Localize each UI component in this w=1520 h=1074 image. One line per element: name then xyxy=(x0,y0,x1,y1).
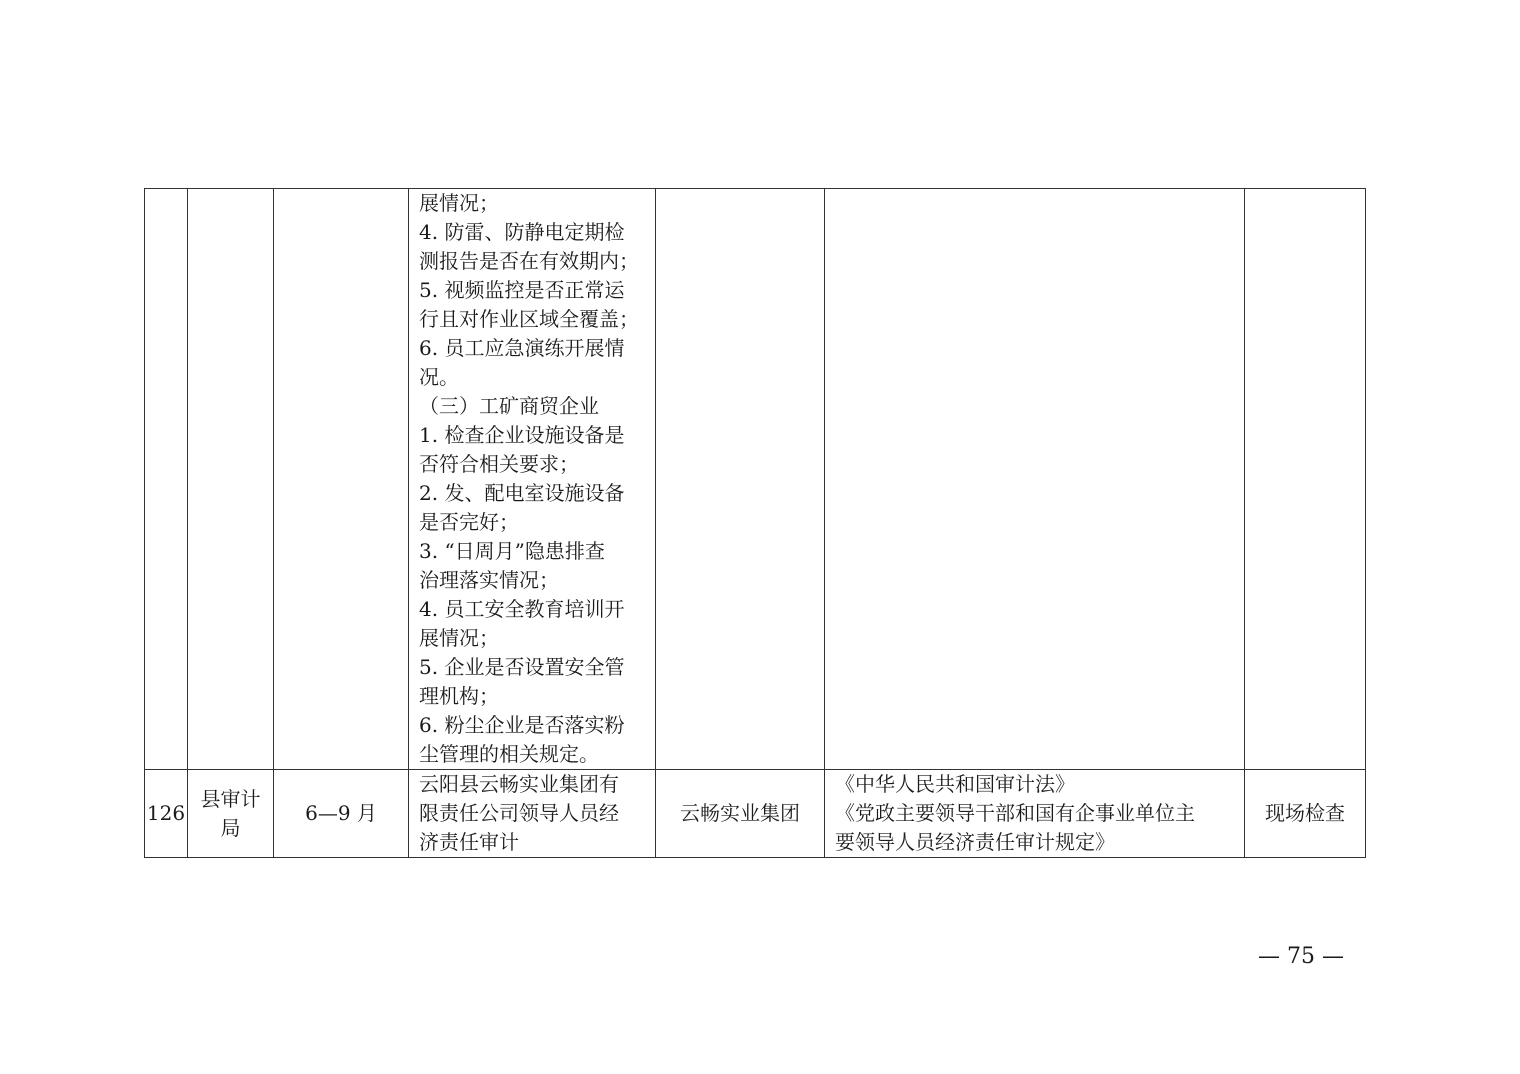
time-cell-empty xyxy=(274,189,409,770)
method-cell: 现场检查 xyxy=(1245,770,1366,858)
basis-line: 《中华人民共和国审计法》 xyxy=(835,772,1075,796)
content-line: 6. 粉尘企业是否落实粉 xyxy=(419,713,625,737)
row-number-cell: 126 xyxy=(145,770,188,858)
number-cell-empty xyxy=(145,189,188,770)
content-line: 是否完好； xyxy=(419,510,519,534)
content-line: 3. “日周月”隐患排查 xyxy=(419,539,605,563)
time-cell: 6—9 月 xyxy=(274,770,409,858)
inspection-content-cell xyxy=(409,189,656,770)
content-line: 云阳县云畅实业集团有 xyxy=(419,772,619,796)
inspection-plan-table xyxy=(144,188,1366,858)
content-line: 展情况； xyxy=(419,626,499,650)
content-line: 尘管理的相关规定。 xyxy=(419,742,599,766)
department-cell-empty xyxy=(188,189,274,770)
table-row-126 xyxy=(145,770,1366,858)
method-cell-empty xyxy=(1245,189,1366,770)
inspection-content-cell xyxy=(409,770,656,858)
content-line: 行且对作业区域全覆盖； xyxy=(419,307,639,331)
content-line: 否符合相关要求； xyxy=(419,452,579,476)
basis-cell-empty xyxy=(825,189,1245,770)
content-line: 6. 员工应急演练开展情 xyxy=(419,336,625,360)
content-line: 5. 视频监控是否正常运 xyxy=(419,278,625,302)
page-number: — 75 — xyxy=(1258,944,1344,969)
content-line: 1. 检查企业设施设备是 xyxy=(419,423,625,447)
department-line: 县审计 xyxy=(200,786,261,811)
content-line: 限责任公司领导人员经 xyxy=(419,801,619,825)
content-line: 4. 防雷、防静电定期检 xyxy=(419,220,625,244)
department-cell xyxy=(188,770,274,858)
target-cell: 云畅实业集团 xyxy=(656,770,825,858)
content-line: 理机构； xyxy=(419,684,499,708)
content-line: 4. 员工安全教育培训开 xyxy=(419,597,625,621)
content-line: 况。 xyxy=(419,365,459,389)
content-line: 2. 发、配电室设施设备 xyxy=(419,481,625,505)
basis-line: 《党政主要领导干部和国有企事业单位主 xyxy=(835,801,1195,825)
basis-line: 要领导人员经济责任审计规定》 xyxy=(835,830,1115,854)
content-line: 治理落实情况； xyxy=(419,568,559,592)
content-line: 展情况； xyxy=(419,191,499,215)
content-line: 测报告是否在有效期内； xyxy=(419,249,639,273)
department-line: 局 xyxy=(220,815,241,840)
basis-cell xyxy=(825,770,1245,858)
content-line: （三）工矿商贸企业 xyxy=(419,394,599,418)
content-line: 5. 企业是否设置安全管 xyxy=(419,655,625,679)
table-row-continuation xyxy=(145,189,1366,770)
target-cell-empty xyxy=(656,189,825,770)
content-line: 济责任审计 xyxy=(419,830,519,854)
